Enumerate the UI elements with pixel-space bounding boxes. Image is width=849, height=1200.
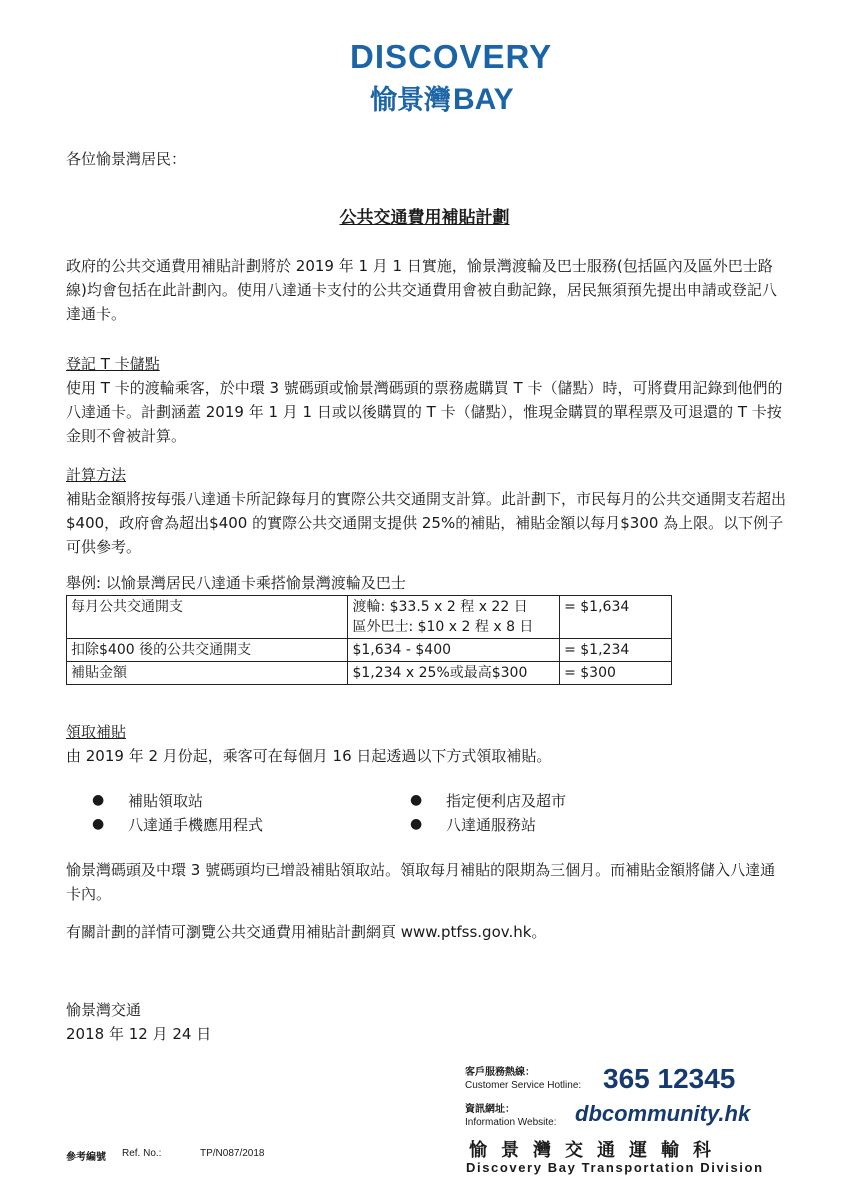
website-link[interactable]: dbcommunity.hk — [575, 1101, 751, 1126]
bullet-icon: ● — [92, 792, 105, 808]
website-paragraph: 有關計劃的詳情可瀏覽公共交通費用補貼計劃網頁 www.ptfss.gov.hk。 — [66, 923, 547, 941]
salutation: 各位愉景灣居民： — [66, 150, 187, 168]
bullet-icon: ● — [410, 792, 423, 808]
ref-label-en: Ref. No.: — [122, 1148, 162, 1159]
example-table — [66, 595, 672, 685]
ref-label-zh: 參考編號 — [66, 1152, 106, 1163]
stations-paragraph: 愉景灣碼頭及中環 3 號碼頭均已增設補貼領取站。領取每月補貼的限期為三個月。而補貼金額將儲入八達通卡內。 — [66, 861, 776, 903]
row-result: = $1,234 — [560, 639, 672, 662]
section-heading-calculation: 計算方法 — [66, 466, 127, 484]
row-result: = $1,634 — [560, 596, 672, 639]
intro-paragraph: 政府的公共交通費用補貼計劃將於 2019 年 1 月 1 日實施，愉景灣渡輪及巴士服務(包括區內及區外巴士路線)均會包括在此計劃內。使用八達通卡支付的公共交通費用會被自動記錄，居民無須預先提出申請或登記八達通卡。 — [66, 257, 777, 323]
hotline-label-en: Customer Service Hotline: — [465, 1080, 582, 1091]
table-row — [67, 662, 672, 685]
logo-zh: 愉景灣 — [370, 85, 451, 116]
section-heading-tcard: 登記 T 卡儲點 — [66, 355, 160, 373]
bullet-icon: ● — [410, 816, 423, 832]
section-heading-collection: 領取補貼 — [66, 723, 127, 741]
calc-ferry: 渡輪: $33.5 x 2 程 x 22 日 — [352, 599, 528, 615]
example-caption: 舉例: 以愉景灣居民八達通卡乘搭愉景灣渡輪及巴士 — [66, 574, 406, 592]
division-name-en: Discovery Bay Transportation Division — [466, 1160, 764, 1175]
table-row — [67, 639, 672, 662]
web-label-zh: 資訊網址： — [465, 1104, 515, 1115]
list-item: 補貼領取站 — [128, 792, 204, 810]
bullet-icon: ● — [92, 816, 105, 832]
calc-bus: 區外巴士: $10 x 2 程 x 8 日 — [352, 619, 534, 635]
ref-number: TP/N087/2018 — [200, 1148, 265, 1159]
row-label: 扣除$400 後的公共交通開支 — [67, 639, 348, 662]
list-item: 八達通服務站 — [446, 816, 537, 834]
logo-text-en: DISCOVERY — [350, 38, 553, 75]
list-item: 八達通手機應用程式 — [128, 816, 264, 834]
logo-bay: BAY — [453, 83, 514, 116]
page-title: 公共交通費用補貼計劃 — [339, 208, 510, 228]
list-item: 指定便利店及超市 — [446, 792, 567, 810]
collection-paragraph: 由 2019 年 2 月份起，乘客可在每個月 16 日起透過以下方式領取補貼。 — [66, 747, 552, 765]
signoff-date: 2018 年 12 月 24 日 — [66, 1025, 212, 1043]
row-result: = $300 — [560, 662, 672, 685]
signoff-org: 愉景灣交通 — [66, 1001, 142, 1019]
table-row — [67, 596, 672, 639]
calculation-paragraph: 補貼金額將按每張八達通卡所記錄每月的實際公共交通開支計算。此計劃下，市民每月的公共交通開支若超出$400，政府會為超出$400 的實際公共交通開支提供 25%的補貼，補貼金額以每月$300 為上限。以下例子可供參考。 — [66, 490, 787, 556]
hotline-number: 365 12345 — [603, 1063, 736, 1094]
row-calc: $1,234 x 25%或最高$300 — [348, 662, 560, 685]
row-calc: $1,634 - $400 — [348, 639, 560, 662]
row-calc — [348, 596, 560, 639]
row-label: 每月公共交通開支 — [67, 596, 348, 639]
logo-text-zh — [370, 78, 514, 117]
web-label-en: Information Website: — [465, 1117, 557, 1128]
row-label: 補貼金額 — [67, 662, 348, 685]
discovery-bay-logo — [350, 38, 553, 116]
hotline-label-zh: 客戶服務熱線： — [465, 1067, 535, 1078]
division-name-zh: 愉景灣交通運輸科 — [469, 1140, 725, 1161]
tcard-paragraph: 使用 T 卡的渡輪乘客，於中環 3 號碼頭或愉景灣碼頭的票務處購買 T 卡（儲點）時，可將費用記錄到他們的八達通卡。計劃涵蓋 2019 年 1 月 1 日或以後購買的 T 卡（儲點），惟現金購買的單程票及可退還的 T 卡按金則不會被計算。 — [66, 379, 783, 445]
